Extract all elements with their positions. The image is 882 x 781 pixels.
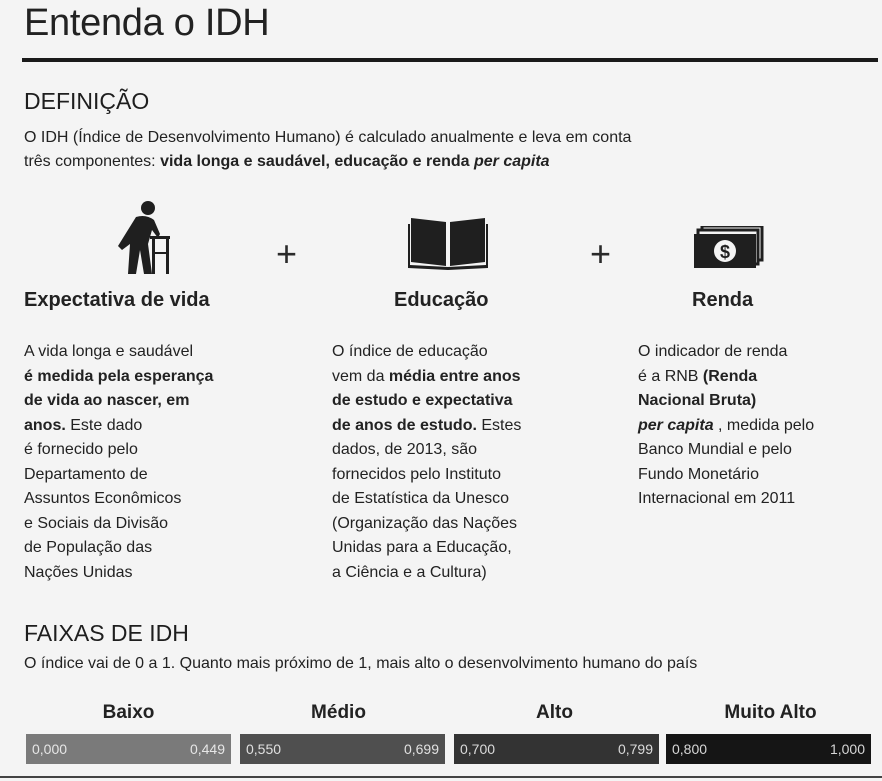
text-line: Assuntos Econômicos — [24, 490, 182, 507]
text-line: O índice de educação — [332, 343, 488, 360]
text-line-tail: , medida pelo — [713, 416, 815, 434]
text-line: O indicador de renda — [638, 343, 788, 360]
band-min: 0,800 — [672, 741, 708, 757]
text-line-tail: Este dado — [65, 416, 143, 434]
text-line: de vida ao nascer, em — [24, 392, 190, 409]
band-max: 0,699 — [403, 741, 439, 757]
text-line: de Estatística da Unesco — [332, 490, 509, 507]
band-label-medium: Médio — [311, 702, 366, 723]
text-line: A vida longa e saudável — [24, 343, 194, 360]
component-text-income — [638, 340, 868, 512]
ranges-heading: FAIXAS DE IDH — [24, 620, 189, 646]
text-line: vem da — [332, 367, 389, 385]
intro-line-1: O IDH (Índice de Desenvolvimento Humano) é calculado anualmente e leva em conta — [24, 129, 632, 146]
band-max: 0,449 — [189, 741, 225, 757]
intro-line-2-prefix: três componentes: — [24, 153, 161, 170]
text-line: Unidas para a Educação, — [332, 539, 512, 556]
band-min: 0,000 — [32, 741, 68, 757]
band-max: 0,799 — [617, 741, 653, 757]
definition-intro — [24, 126, 844, 174]
text-line: Nações Unidas — [24, 563, 133, 581]
elderly-walker-icon — [108, 200, 174, 276]
open-book-icon — [408, 214, 488, 270]
money-bills-icon — [694, 226, 764, 270]
plus-sign-1: + — [276, 233, 298, 274]
text-line: Internacional em 2011 — [638, 490, 796, 507]
text-line-tail: Estes — [476, 416, 522, 434]
text-line: de anos de estudo. — [332, 416, 477, 434]
text-line-bold-tail: média entre anos — [388, 367, 521, 385]
text-line-bold-tail: (Renda — [702, 367, 758, 385]
band-label-low: Baixo — [102, 702, 155, 723]
text-line: é a RNB — [638, 367, 703, 385]
svg-text:$: $ — [719, 242, 731, 262]
text-line: per capita — [638, 416, 714, 434]
component-text-life-expectancy — [24, 340, 284, 585]
text-line: anos. — [24, 416, 66, 434]
plus-sign-2: + — [590, 233, 612, 274]
component-title-life-expectancy: Expectativa de vida — [24, 289, 210, 311]
component-title-income: Renda — [692, 289, 754, 311]
ranges-description: O índice vai de 0 a 1. Quanto mais próximo de 1, mais alto o desenvolvimento humano do país — [24, 655, 698, 672]
component-text-education — [332, 340, 592, 585]
intro-line-2-italic: per capita — [473, 153, 550, 170]
text-line: (Organização das Nações — [332, 514, 517, 532]
band-label-very-high: Muito Alto — [724, 702, 817, 723]
text-line: a Ciência e a Cultura) — [332, 563, 487, 581]
text-line: é medida pela esperança — [24, 367, 214, 385]
band-label-high: Alto — [536, 702, 573, 723]
band-very-high — [666, 734, 871, 764]
band-low — [26, 734, 231, 764]
definition-heading: DEFINIÇÃO — [24, 88, 150, 114]
text-line: e Sociais da Divisão — [24, 514, 169, 532]
text-line: Banco Mundial e pelo — [638, 441, 792, 458]
bottom-divider — [0, 776, 882, 778]
text-line: Nacional Bruta) — [638, 392, 757, 409]
text-line: Fundo Monetário — [638, 465, 759, 483]
band-min: 0,700 — [460, 741, 496, 757]
band-min: 0,550 — [246, 741, 282, 757]
band-medium — [240, 734, 445, 764]
band-max: 1,000 — [829, 741, 865, 757]
title-divider — [22, 58, 878, 62]
text-line: Departamento de — [24, 465, 148, 483]
text-line: é fornecido pelo — [24, 441, 138, 458]
text-line: fornecidos pelo Instituto — [332, 465, 501, 483]
text-line: de População das — [24, 539, 153, 556]
page-title: Entenda o IDH — [24, 2, 270, 44]
band-high — [454, 734, 659, 764]
text-line: de estudo e expectativa — [332, 392, 513, 409]
intro-line-2-bold: vida longa e saudável, educação e renda — [160, 153, 474, 170]
text-line: dados, de 2013, são — [332, 441, 478, 458]
component-title-education: Educação — [394, 289, 489, 311]
